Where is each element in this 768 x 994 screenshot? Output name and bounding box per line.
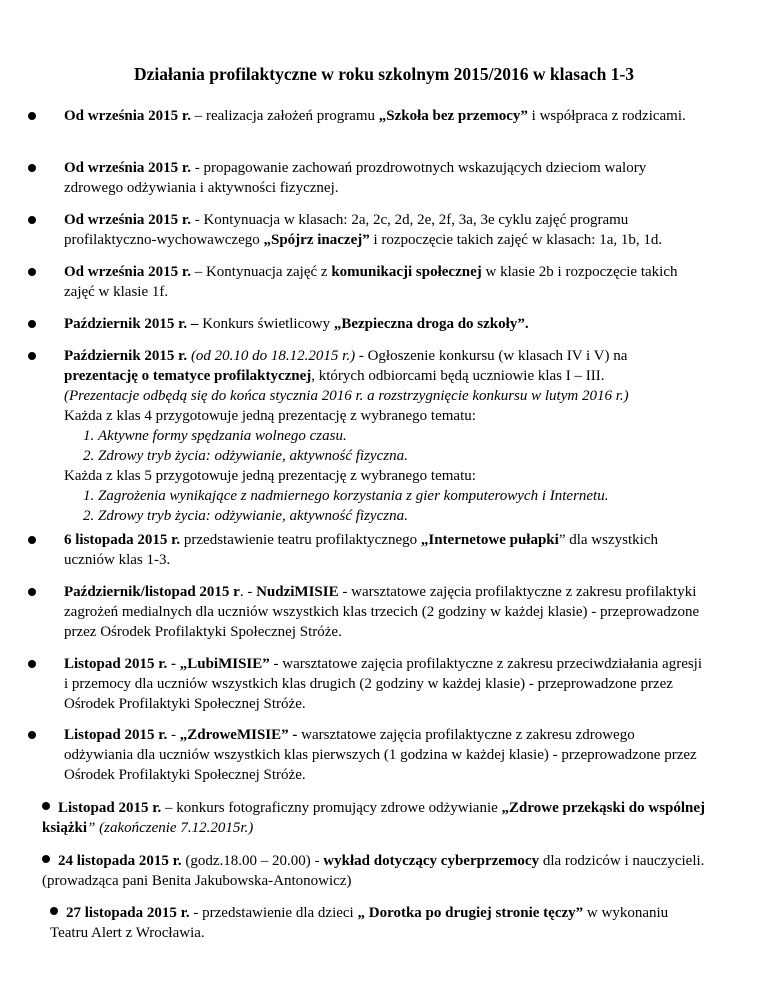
bullet-icon (50, 907, 58, 915)
list-item: Październik 2015 r. (od 20.10 do 18.12.2015 r.) - Ogłoszenie konkursu (w klasach IV i V) na prezentację o tematyce profilaktycznej, których odbiorcami będą uczniowie klas I – III. (Prezentacje odbędą się do końca stycznia 2016 r. a rozstrzygnięcie konkursu w lutym 2016 r.) Każda z klas 4 przygotowuje jedną prezentację z wybranego tematu: 1. Aktywne formy spędzania wolnego czasu. 2. Zdrowy tryb życia: odżywianie, aktywność fizyczna. Każda z klas 5 przygotowuje jedną prezentację z wybranego tematu: 1. Zagrożenia wynikające z nadmiernego korzystania z gier komputerowych i Internetu. 2. Zdrowy tryb życia: odżywianie, aktywność fizyczna. (64, 346, 704, 526)
list-item: 6 listopada 2015 r. przedstawienie teatru profilaktycznego „Internetowe pułapki” dla wszystkich uczniów klas 1-3. (64, 532, 658, 568)
bullet-icon (28, 660, 36, 668)
list-item: Od września 2015 r. - Kontynuacja w klasach: 2a, 2c, 2d, 2e, 2f, 3a, 3e cyklu zajęć programu profilaktyczno-wychowawczego „Spójrz inaczej” i rozpoczęcie takich zajęć w klasach: 1a, 1b, 1d. (64, 212, 663, 248)
topic-list-4: 1. Aktywne formy spędzania wolnego czasu. 2. Zdrowy tryb życia: odżywianie, aktywność fizyczna. (64, 426, 704, 466)
bullet-icon (42, 802, 50, 810)
list-item: Listopad 2015 r. - „ZdroweMISIE” - warsztatowe zajęcia profilaktyczne z zakresu zdrowego odżywiania dla uczniów wszystkich klas pierwszych (1 godzina w każdej klasie) - przeprowadzone przez Ośrodek Profilaktyki Społecznej Stróże. (64, 727, 697, 783)
bullet-icon (28, 588, 36, 596)
bullet-icon (42, 855, 50, 863)
bullet-icon (28, 216, 36, 224)
list-item: 27 listopada 2015 r. - przedstawienie dla dzieci „ Dorotka po drugiej stronie tęczy” w wykonaniu Teatru Alert z Wrocławia. (50, 905, 669, 941)
list-item: Październik/listopad 2015 r. - NudziMISIE - warsztatowe zajęcia profilaktyczne z zakresu profilaktyki zagrożeń medialnych dla uczniów wszystkich klas trzecich (2 godziny w każdej klasie) - przeprowadzone przez Ośrodek Profilaktyki Społecznej Stróże. (64, 584, 700, 640)
topic-list-5: 1. Zagrożenia wynikające z nadmiernego korzystania z gier komputerowych i Internetu. 2. Zdrowy tryb życia: odżywianie, aktywność fizyczna. (64, 486, 704, 526)
bullet-icon (28, 320, 36, 328)
list-item: Listopad 2015 r. – konkurs fotograficzny promujący zdrowe odżywianie „Zdrowe przekąski do wspólnej książki” (zakończenie 7.12.2015r.) (42, 800, 706, 836)
list-item: 24 listopada 2015 r. (godz.18.00 – 20.00) - wykład dotyczący cyberprzemocy dla rodziców i nauczycieli. (prowadząca pani Benita Jakubowska-Antonowicz) (42, 853, 705, 889)
list-item: Październik 2015 r. – Konkurs świetlicowy „Bezpieczna droga do szkoły”. (64, 316, 529, 332)
list-item: Od września 2015 r. – realizacja założeń programu „Szkoła bez przemocy” i współpraca z rodzicami. (64, 108, 686, 124)
list-item: Od września 2015 r. - propagowanie zachowań prozdrowotnych wskazujących dzieciom walory zdrowego odżywiania i aktywności fizycznej. (64, 160, 647, 196)
bullet-icon (28, 352, 36, 360)
bullet-icon (28, 164, 36, 172)
bullet-icon (28, 536, 36, 544)
list-item: Listopad 2015 r. - „LubiMISIE” - warsztatowe zajęcia profilaktyczne z zakresu przeciwdziałania agresji i przemocy dla uczniów wszystkich klas drugich (2 godziny w każdej klasie) - przeprowadzone przez Ośrodek Profilaktyki Społecznej Stróże. (64, 656, 703, 712)
bullet-icon (28, 112, 36, 120)
bullet-icon (28, 268, 36, 276)
list-item: Od września 2015 r. – Kontynuacja zajęć z komunikacji społecznej w klasie 2b i rozpoczęcie takich zajęć w klasie 1f. (64, 264, 678, 300)
page-title: Działania profilaktyczne w roku szkolnym 2015/2016 w klasach 1-3 (133, 64, 635, 84)
bullet-icon (28, 731, 36, 739)
